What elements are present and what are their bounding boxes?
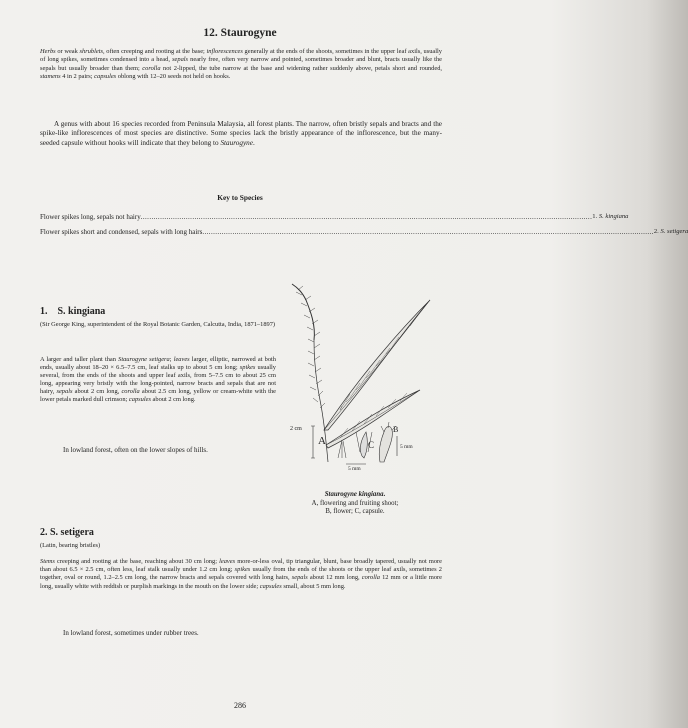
term-shrublets: shrublets xyxy=(79,48,103,55)
key-row-text: Flower spikes long, sepals not hairy xyxy=(40,213,141,221)
term-stamens: stamens xyxy=(40,72,61,80)
species-2-etymology: (Latin, bearing bristles) xyxy=(40,542,101,549)
term-capsules: capsules xyxy=(94,72,117,80)
key-row xyxy=(40,228,688,236)
text: . xyxy=(383,491,386,498)
staurogyne-kingiana-illustration xyxy=(280,280,438,470)
text: usually from the ends of the shoots or the upper leaf axils, sometimes 2 together, oval or round, 1.2–2.5 cm long, the narrow bracts and sepals covered with long hairs, xyxy=(40,566,442,582)
text: larger, elliptic, narrowed at both ends, usually about 18–20 × 6.5–7.5 cm, leaf stalks up to about 5 cm long; xyxy=(40,356,277,372)
figure-label-c: C xyxy=(368,440,375,450)
term-corolla: corolla xyxy=(142,64,161,72)
text: ; xyxy=(169,356,174,363)
text: . xyxy=(252,138,255,147)
species-1-heading xyxy=(40,306,105,317)
spike-bristles xyxy=(296,286,325,408)
text: nearly free, often very narrow and pointed, sometimes broader and blunt, bracts usually like the sepals but usually broader than them; xyxy=(40,56,442,72)
text: about 12 mm long, xyxy=(307,574,362,582)
text: small, about 5 mm long. xyxy=(281,582,346,590)
text: A, flowering and fruiting shoot; xyxy=(311,499,399,507)
key-row-text: Flower spikes short and condensed, sepals with long hairs xyxy=(40,228,203,236)
text: oblong with 12–20 seeds not held on hooks. xyxy=(116,72,231,80)
species-1-habitat: In lowland forest, often on the lower slopes of hills. xyxy=(63,446,208,454)
text: spikes xyxy=(234,566,251,574)
text: corolla xyxy=(121,388,140,396)
text: , often creeping and rooting at the base; xyxy=(102,48,207,55)
text: 4 in 2 pairs; xyxy=(60,72,95,80)
text: capsules xyxy=(128,396,151,404)
genus-title: 12. Staurogyne xyxy=(203,27,277,39)
text: about 2 cm long, xyxy=(72,388,122,396)
figure-label-a: A xyxy=(318,435,326,447)
text: leaves xyxy=(173,356,190,363)
term-sepals: sepals xyxy=(172,56,189,64)
text: 1. xyxy=(592,213,599,220)
species-2-heading: 2. S. setigera xyxy=(40,527,94,538)
species-2-description xyxy=(40,558,442,591)
bract-sepal-details xyxy=(338,440,346,458)
species-1-etymology: (Sir George King, superintendent of the Royal Botanic Garden, Calcutta, India, 1871–1897) xyxy=(40,321,276,328)
key-row-ref xyxy=(592,213,628,221)
page-number: 286 xyxy=(234,701,246,710)
text: corolla xyxy=(361,574,380,582)
leader-dots: .................................................................................................................................................................................................................. xyxy=(202,228,654,236)
text: S. kingiana xyxy=(57,306,106,317)
term-inflorescences: inflorescences xyxy=(206,48,243,55)
text: B, flower; C, capsule. xyxy=(325,508,385,516)
text: more-or-less oval, tip triangular, blunt, base broadly tapered, usually not more than about 6.5 × 2.5 cm, often less, leaf stalk usually under 1.2 cm long; xyxy=(40,558,443,574)
flower xyxy=(379,426,392,462)
text: leaves xyxy=(219,558,236,565)
capsule xyxy=(360,432,367,458)
flower-spike xyxy=(292,284,314,340)
text: spikes xyxy=(239,364,256,372)
text: about 2 cm long. xyxy=(150,396,196,404)
text: 12 mm or a little more long, usually white with reddish or purplish markings in the mouth on the lower side; xyxy=(40,574,442,590)
genus-description xyxy=(40,48,442,81)
text: generally at the ends of the shoots, sometimes in the upper leaf axils, usually of long spikes, sometimes condensed into a head, xyxy=(40,48,442,64)
text: or weak xyxy=(55,48,80,55)
text: Staurogyne kingiana xyxy=(324,491,384,498)
figure-caption xyxy=(280,491,430,517)
key-row xyxy=(40,213,629,221)
text: Stems xyxy=(40,558,55,565)
genus-overview-paragraph xyxy=(40,120,442,148)
term-herbs: Herbs xyxy=(40,48,56,55)
leader-dots: .................................................................................................................................................................................................................. xyxy=(140,213,593,221)
text: capsules xyxy=(259,582,282,590)
text: not 2-lipped, the tube narrow at the base and widening rather suddenly above, petals short and rounded, xyxy=(160,64,442,72)
text: S. setigera xyxy=(660,228,688,235)
text: A larger and taller plant than xyxy=(40,356,119,363)
species-2-habitat: In lowland forest, sometimes under rubber trees. xyxy=(63,629,199,637)
key-title: Key to Species xyxy=(217,193,263,202)
text: 2. xyxy=(653,228,661,235)
text: about 2.5 cm long, yellow or cream-white with the lower petals marked dull crimson; xyxy=(40,388,276,404)
text: creeping and rooting at the base, reaching about 30 cm long; xyxy=(54,558,220,565)
genus-name: Staurogyne xyxy=(220,138,253,147)
text: sepals xyxy=(291,574,308,582)
scale-2cm-label: 2 cm xyxy=(290,426,302,432)
scale-5mm-label: 5 mm xyxy=(348,466,361,472)
text: Staurogyne setigera xyxy=(118,356,170,363)
text: 1. xyxy=(40,306,48,317)
figure-label-b: B xyxy=(393,425,399,434)
species-1-description xyxy=(40,356,276,405)
text: sepals xyxy=(56,388,73,396)
key-row-ref xyxy=(654,228,688,236)
text: usually several, from the ends of the shoots and upper leaf axils, from 5–7.5 cm to about 25 cm long, appearing very bristly with the long-pointed, narrow bracts and sepals that are not hairy, xyxy=(40,364,276,396)
scale-5mm-label: 5 mm xyxy=(400,444,413,450)
text: S. kingiana xyxy=(598,213,629,220)
text: A genus with about 16 species recorded from Peninsula Malaysia, all forest plants. The narrow, often bristly sepals and bracts and the spike-like inflorescences of most species are distinctive. Some species lack the bristly appearance of the inflorescence, but the many-seeded capsule without hooks will indicate that they belong to xyxy=(40,120,442,147)
